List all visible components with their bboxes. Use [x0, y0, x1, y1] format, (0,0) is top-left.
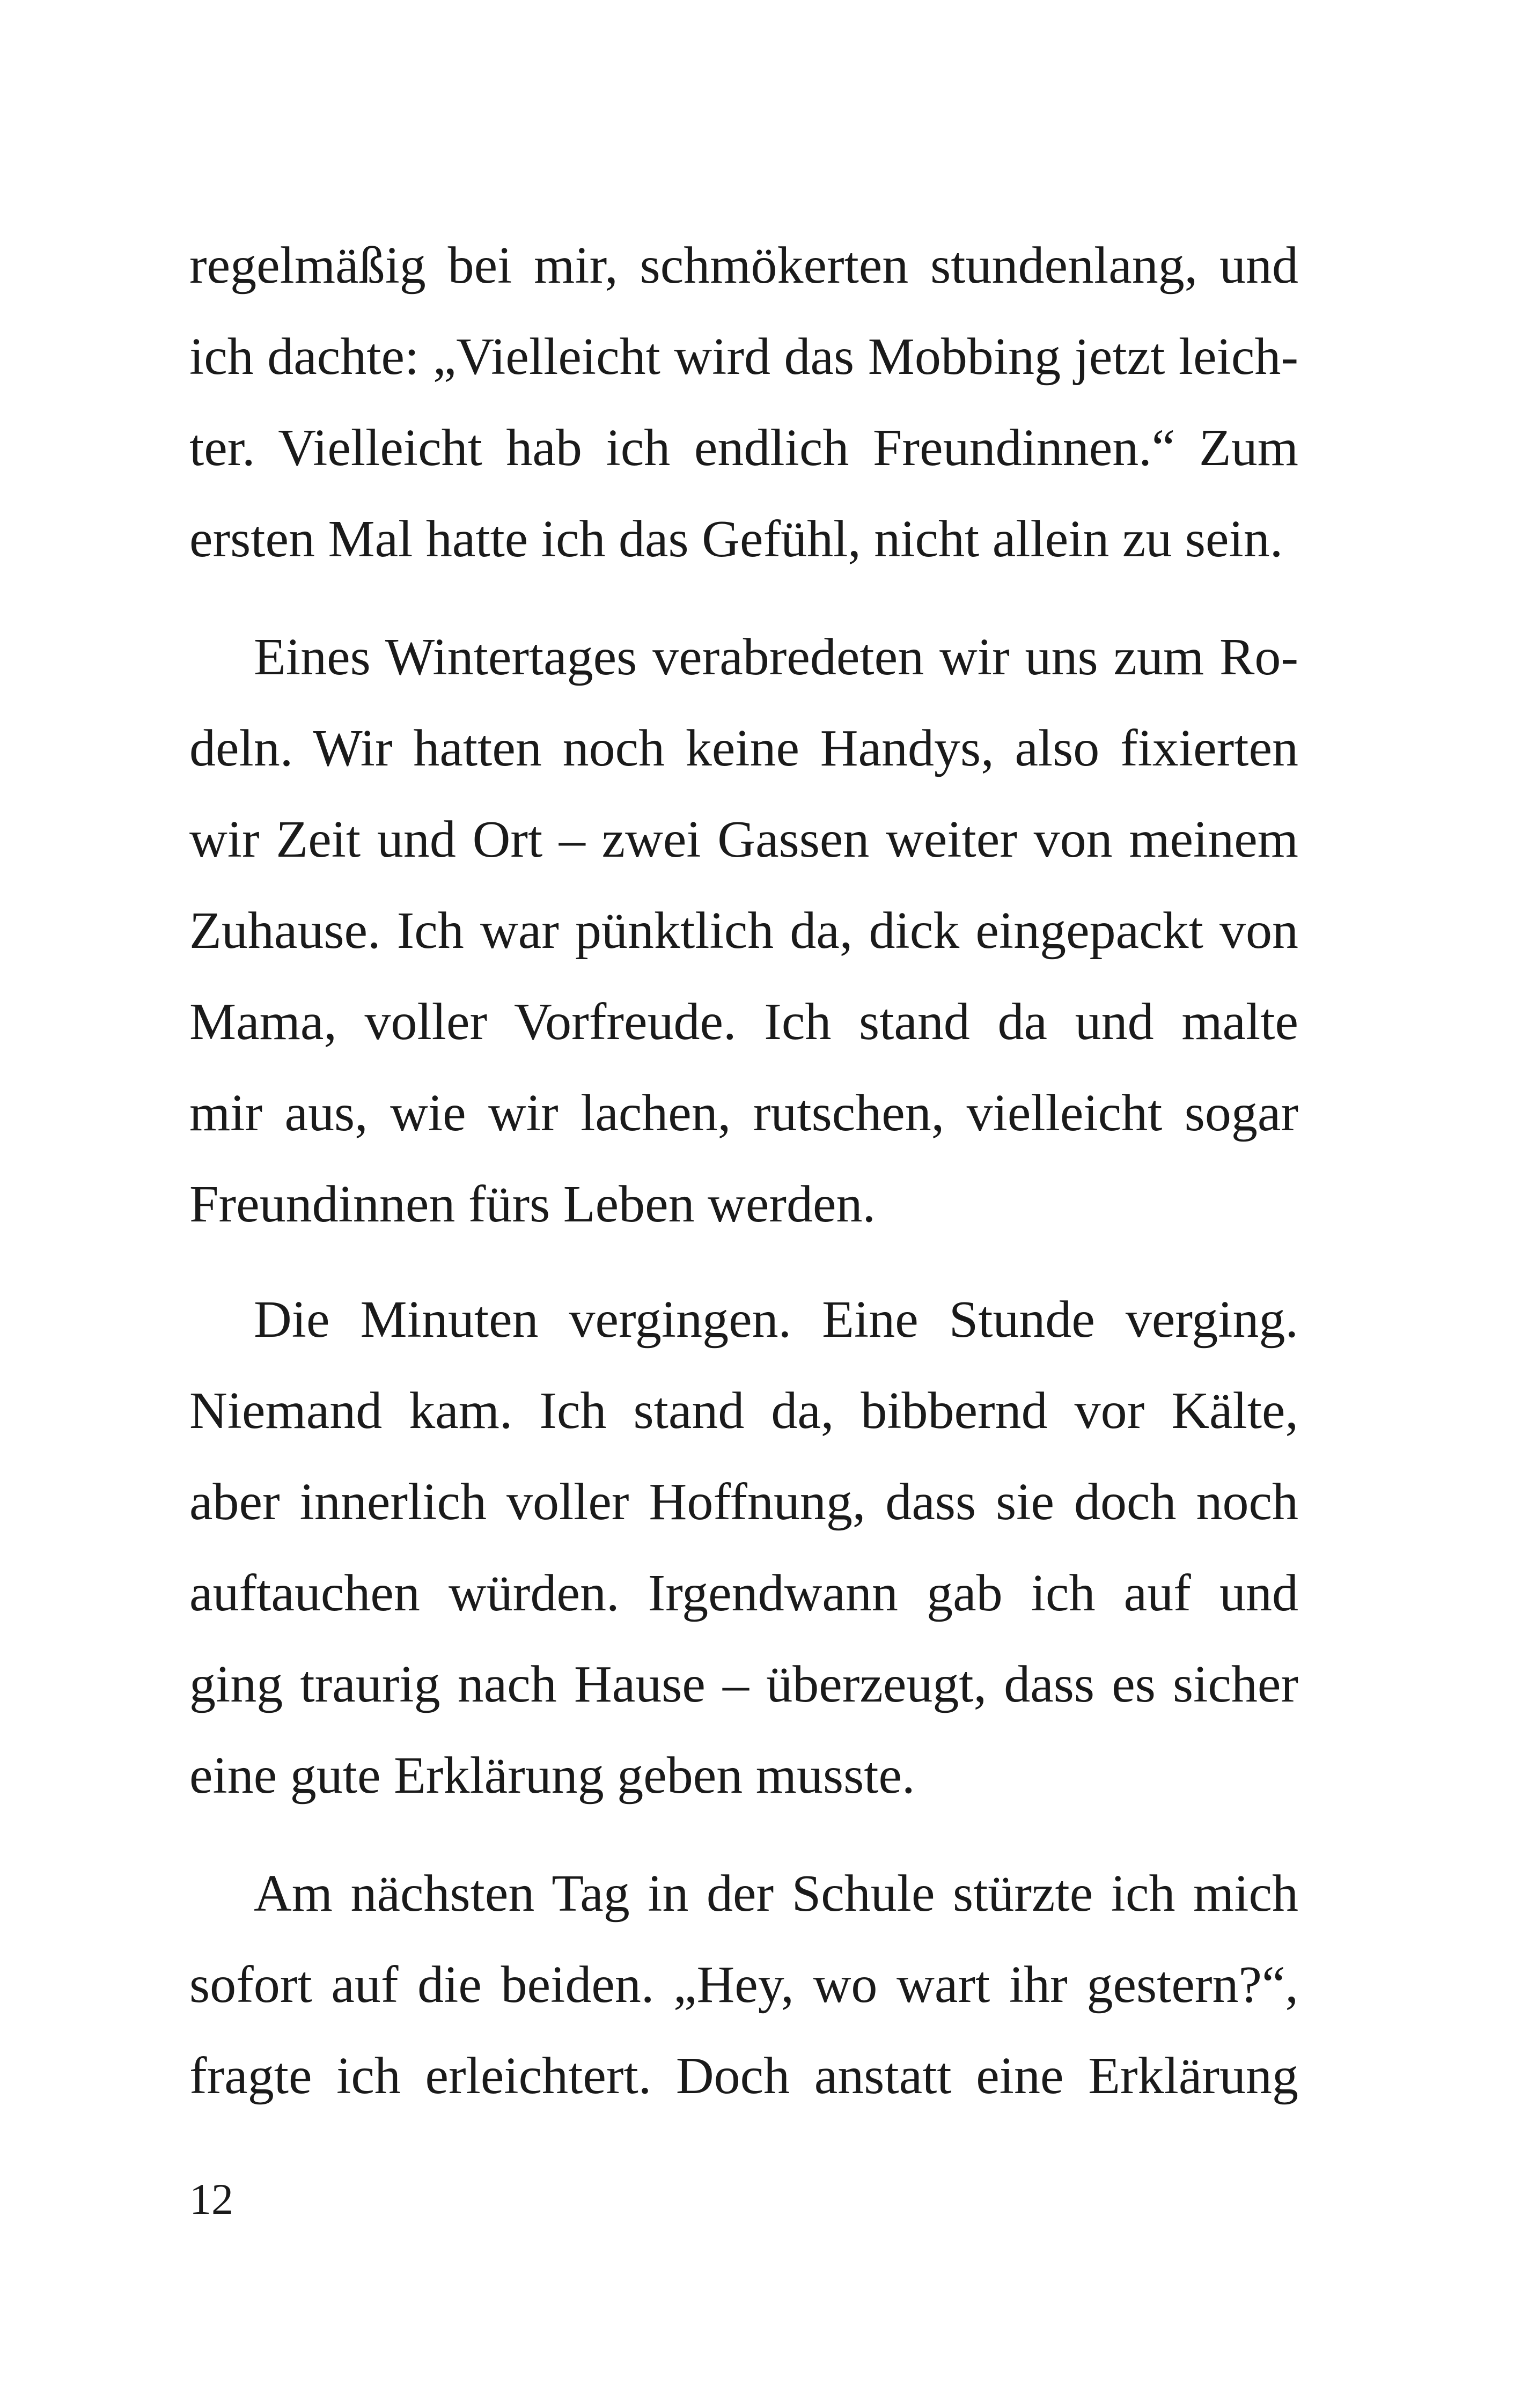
text-line: wir Zeit und Ort – zwei Gassen weiter von meinem [189, 811, 1298, 868]
text-line: ging traurig nach Hause – überzeugt, dass es sicher [189, 1655, 1298, 1713]
text-line: auftauchen würden. Irgendwann gab ich auf und [189, 1564, 1298, 1622]
text-line: ersten Mal hatte ich das Gefühl, nicht allein zu sein. [189, 510, 1283, 568]
text-line: Am nächsten Tag in der Schule stürzte ich mich [254, 1865, 1298, 1923]
text-line: Zuhause. Ich war pünktlich da, dick eingepackt von [189, 902, 1298, 960]
text-line: Mama, voller Vorfreude. Ich stand da und malte [189, 993, 1298, 1051]
text-line: mir aus, wie wir lachen, rutschen, vielleicht sogar [189, 1084, 1298, 1142]
text-line: eine gute Erklärung geben musste. [189, 1747, 915, 1805]
text-line: Freundinnen fürs Leben werden. [189, 1175, 876, 1233]
text-line: sofort auf die beiden. „Hey, wo wart ihr gestern?“, [189, 1956, 1298, 2014]
text-line: ter. Vielleicht hab ich endlich Freundinnen.“ Zum [189, 419, 1298, 477]
text-line: deln. Wir hatten noch keine Handys, also fixierten [189, 719, 1298, 777]
text-line: Die Minuten vergingen. Eine Stunde verging. [254, 1291, 1298, 1349]
text-line: Niemand kam. Ich stand da, bibbernd vor Kälte, [189, 1382, 1298, 1440]
text-line: ich dachte: „Vielleicht wird das Mobbing jetzt leich- [189, 328, 1298, 386]
text-line: Eines Wintertages verabredeten wir uns zum Ro- [254, 628, 1298, 686]
text-line: aber innerlich voller Hoffnung, dass sie doch noch [189, 1473, 1298, 1531]
text-line: fragte ich erleichtert. Doch anstatt eine Erklärung [189, 2047, 1298, 2105]
page-number: 12 [189, 2175, 233, 2223]
text-line: regelmäßig bei mir, schmökerten stundenlang, und [189, 237, 1298, 294]
